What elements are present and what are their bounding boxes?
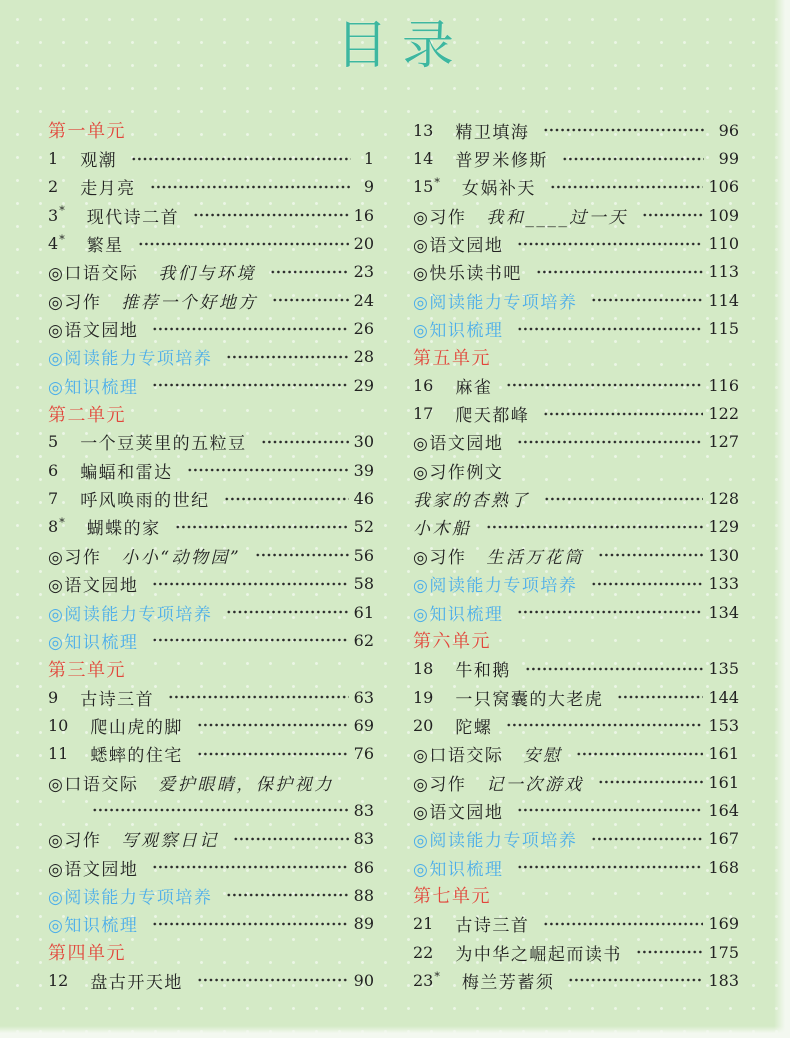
section-subtitle: 记一次游戏	[486, 774, 584, 795]
section-subtitle: 生活万花筒	[486, 547, 584, 568]
lesson-number	[413, 943, 433, 962]
page-number: 88	[353, 885, 374, 905]
lesson-entry	[413, 683, 739, 711]
lesson-entry	[48, 428, 374, 456]
section-label: ◎阅读能力专项培养	[413, 831, 578, 852]
lesson-number-value: 2	[48, 177, 59, 197]
lesson-entry	[413, 938, 739, 966]
dot-leader	[197, 977, 349, 983]
section-label: ◎习作例文	[413, 462, 504, 483]
lesson-entry	[48, 740, 374, 768]
page-number: 113	[708, 262, 739, 282]
page-number: 9	[363, 177, 374, 197]
lesson-number	[48, 461, 58, 480]
lesson-number-value: 12	[48, 970, 69, 990]
toc-column-right	[413, 116, 739, 995]
model-essay-entry	[413, 513, 739, 541]
section-label: ◎知识梳理	[413, 859, 504, 880]
lesson-number	[413, 659, 433, 678]
section-entry	[413, 541, 739, 569]
lesson-number	[48, 432, 58, 451]
optional-lesson-star: *	[59, 516, 65, 530]
lesson-number	[413, 121, 433, 140]
page-number: 167	[708, 829, 739, 849]
optional-lesson-star: *	[59, 204, 65, 218]
page-number: 90	[353, 970, 374, 990]
lesson-entry	[413, 116, 739, 144]
dot-leader	[591, 297, 703, 303]
dot-leader	[598, 779, 704, 785]
dot-leader	[272, 297, 349, 303]
lesson-title: 走月亮	[80, 179, 136, 200]
lesson-number	[413, 971, 440, 990]
page-number: 109	[708, 205, 739, 225]
lesson-title: 古诗三首	[455, 916, 530, 937]
section-entry	[48, 626, 374, 654]
dot-leader	[138, 241, 349, 247]
page-number: 56	[353, 545, 374, 565]
lesson-entry	[413, 144, 739, 172]
dot-leader	[175, 524, 349, 530]
lesson-number-value: 7	[48, 489, 59, 509]
lesson-number-value: 11	[48, 744, 69, 764]
page-number: 106	[708, 177, 739, 197]
dot-leader	[525, 666, 704, 672]
lesson-entry	[48, 229, 374, 257]
page-number: 169	[708, 914, 739, 934]
dot-leader	[543, 411, 703, 417]
dot-leader	[152, 382, 348, 388]
lesson-entry	[48, 966, 374, 994]
lesson-number-value: 22	[413, 942, 434, 962]
dot-leader	[152, 637, 348, 643]
section-label: ◎习作	[413, 547, 467, 568]
section-label: ◎阅读能力专项培养	[48, 349, 213, 370]
page-number: 24	[353, 290, 374, 310]
dot-leader	[536, 269, 704, 275]
section-entry	[413, 853, 739, 881]
dot-leader	[636, 949, 704, 955]
lesson-number-value: 8	[48, 517, 59, 537]
section-entry	[48, 825, 374, 853]
lesson-title: 爬天都峰	[455, 406, 530, 427]
unit-heading: 第一单元	[48, 121, 126, 143]
page-title: 目录	[335, 16, 468, 76]
section-label: ◎习作	[413, 207, 467, 228]
lesson-entry	[413, 399, 739, 427]
page-number: 168	[708, 857, 739, 877]
section-entry	[48, 541, 374, 569]
dot-leader	[197, 722, 349, 728]
page-number: 62	[353, 630, 374, 650]
dot-leader	[517, 807, 703, 813]
lesson-title: 古诗三首	[80, 689, 155, 710]
section-subtitle: 爱护眼睛，保护视力	[158, 774, 334, 795]
section-label: ◎阅读能力专项培养	[413, 576, 578, 597]
unit-heading: 第六单元	[413, 631, 491, 653]
page-number: 89	[353, 914, 374, 934]
lesson-number-value: 19	[413, 687, 434, 707]
section-subtitle: 推荐一个好地方	[121, 292, 258, 313]
lesson-title: 梅兰芳蓄须	[461, 972, 555, 993]
dot-leader	[131, 156, 351, 162]
lesson-number	[48, 234, 65, 253]
dot-leader	[517, 439, 703, 445]
section-entry	[413, 428, 739, 456]
section-label: ◎口语交际	[413, 746, 504, 767]
section-label: ◎语文园地	[413, 236, 504, 257]
page-number: 76	[353, 744, 374, 764]
lesson-entry	[413, 910, 739, 938]
dot-leader	[517, 609, 703, 615]
section-label: ◎语文园地	[48, 576, 139, 597]
page-number: 114	[708, 290, 739, 310]
section-subtitle: 写观察日记	[121, 831, 219, 852]
page-number: 144	[708, 687, 739, 707]
unit-heading: 第四单元	[48, 943, 126, 965]
dot-leader	[233, 836, 349, 842]
dot-leader	[226, 609, 348, 615]
section-entry	[48, 881, 374, 909]
dot-leader	[506, 722, 703, 728]
lesson-title: 观潮	[80, 151, 118, 172]
section-label: ◎口语交际	[48, 264, 139, 285]
dot-leader	[486, 524, 704, 530]
optional-lesson-star: *	[59, 232, 65, 246]
lesson-entry	[413, 173, 739, 201]
dot-leader	[591, 581, 703, 587]
dot-leader	[152, 326, 348, 332]
lesson-entry	[413, 711, 739, 739]
lesson-entry	[413, 966, 739, 994]
dot-leader	[168, 694, 348, 700]
lesson-title: 女娲补天	[461, 179, 536, 200]
page-number: 29	[353, 375, 374, 395]
unit-heading: 第七单元	[413, 886, 491, 908]
page-number: 20	[353, 234, 374, 254]
page-number: 30	[353, 432, 374, 452]
section-subtitle: 小小“动物园”	[121, 547, 242, 568]
dot-leader	[152, 864, 348, 870]
lesson-title: 爬山虎的脚	[90, 717, 183, 738]
model-essay-title: 我家的杏熟了	[413, 491, 530, 512]
lesson-entry	[48, 173, 374, 201]
toc-column-left	[48, 116, 374, 995]
page-number: 96	[718, 120, 739, 140]
dot-leader	[543, 127, 704, 133]
dot-leader	[642, 212, 704, 218]
page-number: 86	[353, 857, 374, 877]
section-subtitle: 安慰	[523, 746, 563, 767]
lesson-number-value: 18	[413, 659, 434, 679]
section-entry	[48, 371, 374, 399]
section-label: ◎知识梳理	[413, 604, 504, 625]
section-entry	[48, 768, 374, 796]
page-number: 128	[708, 489, 739, 509]
lesson-entry	[413, 371, 739, 399]
dot-leader	[187, 467, 349, 473]
section-entry	[413, 796, 739, 824]
page-number: 69	[353, 715, 374, 735]
unit-heading: 第二单元	[48, 404, 126, 426]
page-number: 153	[708, 715, 739, 735]
page-number: 175	[708, 942, 739, 962]
lesson-entry	[48, 711, 374, 739]
lesson-title: 精卫填海	[455, 122, 530, 143]
toc-continuation-row	[48, 796, 374, 824]
page-number: 83	[353, 800, 374, 820]
page-number: 116	[708, 375, 739, 395]
lesson-number-value: 6	[48, 460, 59, 480]
page-number: 83	[353, 829, 374, 849]
model-essay-entry	[413, 484, 739, 512]
section-label: ◎习作	[48, 547, 102, 568]
section-label: ◎习作	[48, 831, 102, 852]
lesson-title: 蟋蟀的住宅	[90, 746, 183, 767]
section-entry	[413, 201, 739, 229]
section-label: ◎知识梳理	[48, 916, 139, 937]
dot-leader	[598, 552, 704, 558]
lesson-title: 蝴蝶的家	[86, 519, 161, 540]
dot-leader	[226, 892, 348, 898]
lesson-title: 牛和鹅	[455, 661, 511, 682]
lesson-number-value: 3	[48, 205, 59, 225]
dot-leader	[517, 326, 703, 332]
section-entry	[413, 258, 739, 286]
section-label: ◎语文园地	[413, 434, 504, 455]
section-subtitle: 我和____过一天	[486, 207, 628, 228]
lesson-entry	[48, 513, 374, 541]
page-number: 133	[708, 574, 739, 594]
section-label: ◎知识梳理	[413, 321, 504, 342]
section-entry	[48, 598, 374, 626]
lesson-number	[413, 404, 433, 423]
dot-leader	[550, 184, 704, 190]
lesson-number-value: 20	[413, 715, 434, 735]
section-entry	[413, 456, 739, 484]
section-label: ◎快乐读书吧	[413, 264, 522, 285]
page-number: 61	[353, 602, 374, 622]
lesson-number	[48, 716, 68, 735]
lesson-number	[48, 177, 58, 196]
dot-leader	[543, 921, 703, 927]
section-label: ◎语文园地	[48, 321, 139, 342]
section-label: ◎语文园地	[48, 859, 139, 880]
dot-leader	[562, 156, 704, 162]
section-entry	[413, 229, 739, 257]
section-entry	[48, 853, 374, 881]
unit-heading: 第五单元	[413, 347, 491, 369]
page-number: 164	[708, 800, 739, 820]
section-label: ◎阅读能力专项培养	[48, 887, 213, 908]
lesson-entry	[48, 456, 374, 484]
section-label: ◎阅读能力专项培养	[413, 292, 578, 313]
page-number: 16	[353, 205, 374, 225]
lesson-number-value: 9	[48, 687, 59, 707]
dot-leader	[255, 552, 348, 558]
page-number: 58	[353, 574, 374, 594]
page-number: 161	[708, 772, 739, 792]
lesson-number	[413, 376, 433, 395]
section-entry	[413, 570, 739, 598]
lesson-number-value: 23	[413, 970, 434, 990]
page-number: 26	[353, 319, 374, 339]
dot-leader	[544, 496, 703, 502]
lesson-number-value: 5	[48, 432, 59, 452]
page-number: 52	[353, 517, 374, 537]
lesson-entry	[48, 683, 374, 711]
lesson-number	[413, 177, 440, 196]
page-number: 127	[708, 432, 739, 452]
section-entry	[48, 343, 374, 371]
section-entry	[48, 570, 374, 598]
section-entry	[413, 825, 739, 853]
dot-leader	[270, 269, 349, 275]
lesson-title: 一个豆荚里的五粒豆	[80, 434, 247, 455]
dot-leader	[193, 212, 348, 218]
lesson-title: 呼风唤雨的世纪	[80, 491, 210, 512]
page-number: 63	[353, 687, 374, 707]
lesson-entry	[48, 484, 374, 512]
lesson-entry	[413, 655, 739, 683]
dot-leader	[517, 864, 703, 870]
page-number: 115	[708, 319, 739, 339]
dot-leader	[576, 751, 703, 757]
page-number: 134	[708, 602, 739, 622]
lesson-number-value: 14	[413, 149, 434, 169]
dot-leader	[261, 439, 349, 445]
page-number: 1	[363, 149, 374, 169]
dot-leader	[517, 241, 703, 247]
section-entry	[413, 768, 739, 796]
lesson-number	[48, 489, 58, 508]
page-number: 28	[353, 347, 374, 367]
section-label: ◎知识梳理	[48, 632, 139, 653]
lesson-number	[48, 149, 58, 168]
lesson-number	[48, 971, 68, 990]
section-label: ◎口语交际	[48, 774, 139, 795]
page-number: 135	[708, 659, 739, 679]
section-label: ◎阅读能力专项培养	[48, 604, 213, 625]
page-number: 122	[708, 404, 739, 424]
lesson-number	[48, 517, 65, 536]
lesson-title: 为中华之崛起而读书	[455, 944, 622, 965]
page-number: 183	[708, 970, 739, 990]
section-entry	[413, 314, 739, 342]
page-number: 129	[708, 517, 739, 537]
dot-leader	[150, 184, 351, 190]
page-number: 130	[708, 545, 739, 565]
lesson-title: 普罗米修斯	[455, 151, 548, 172]
page-number: 110	[708, 234, 739, 254]
dot-leader	[506, 382, 703, 388]
section-entry	[48, 910, 374, 938]
section-entry	[413, 740, 739, 768]
dot-leader	[224, 496, 349, 502]
lesson-number	[413, 149, 433, 168]
lesson-title: 陀螺	[455, 717, 493, 738]
section-label: ◎习作	[413, 774, 467, 795]
dot-leader	[591, 836, 703, 842]
lesson-title: 现代诗二首	[86, 207, 180, 228]
lesson-number-value: 17	[413, 404, 434, 424]
optional-lesson-star: *	[434, 969, 440, 983]
lesson-title: 麻雀	[455, 377, 493, 398]
dot-leader	[197, 751, 349, 757]
lesson-entry	[48, 201, 374, 229]
optional-lesson-star: *	[434, 176, 440, 190]
lesson-entry	[48, 144, 374, 172]
lesson-number	[413, 716, 433, 735]
lesson-number	[48, 744, 68, 763]
lesson-number-value: 21	[413, 914, 434, 934]
dot-leader	[617, 694, 703, 700]
section-subtitle: 我们与环境	[158, 264, 256, 285]
model-essay-title: 小木船	[413, 519, 472, 540]
page-number: 46	[353, 489, 374, 509]
dot-leader	[568, 977, 703, 983]
lesson-title: 蝙蝠和雷达	[80, 462, 173, 483]
page-number: 23	[353, 262, 374, 282]
lesson-number	[413, 914, 433, 933]
lesson-number-value: 10	[48, 715, 69, 735]
section-label: ◎语文园地	[413, 802, 504, 823]
section-label: ◎习作	[48, 292, 102, 313]
lesson-number-value: 4	[48, 234, 59, 254]
lesson-number-value: 1	[48, 149, 59, 169]
page-number: 39	[353, 460, 374, 480]
lesson-title: 繁星	[86, 236, 124, 257]
section-entry	[413, 286, 739, 314]
dot-leader	[226, 354, 348, 360]
section-entry	[48, 314, 374, 342]
page-number: 99	[718, 149, 739, 169]
lesson-title: 盘古开天地	[90, 972, 183, 993]
dot-leader	[92, 807, 349, 813]
lesson-number	[48, 688, 58, 707]
lesson-number-value: 16	[413, 375, 434, 395]
dot-leader	[152, 581, 348, 587]
lesson-number-value: 15	[413, 177, 434, 197]
lesson-number	[413, 688, 433, 707]
section-entry	[48, 258, 374, 286]
lesson-number-value: 13	[413, 120, 434, 140]
lesson-number	[48, 206, 65, 225]
dot-leader	[152, 921, 348, 927]
section-label: ◎知识梳理	[48, 377, 139, 398]
page-number: 161	[708, 744, 739, 764]
section-entry	[48, 286, 374, 314]
section-entry	[413, 598, 739, 626]
unit-heading: 第三单元	[48, 659, 126, 681]
lesson-title: 一只窝囊的大老虎	[455, 689, 604, 710]
